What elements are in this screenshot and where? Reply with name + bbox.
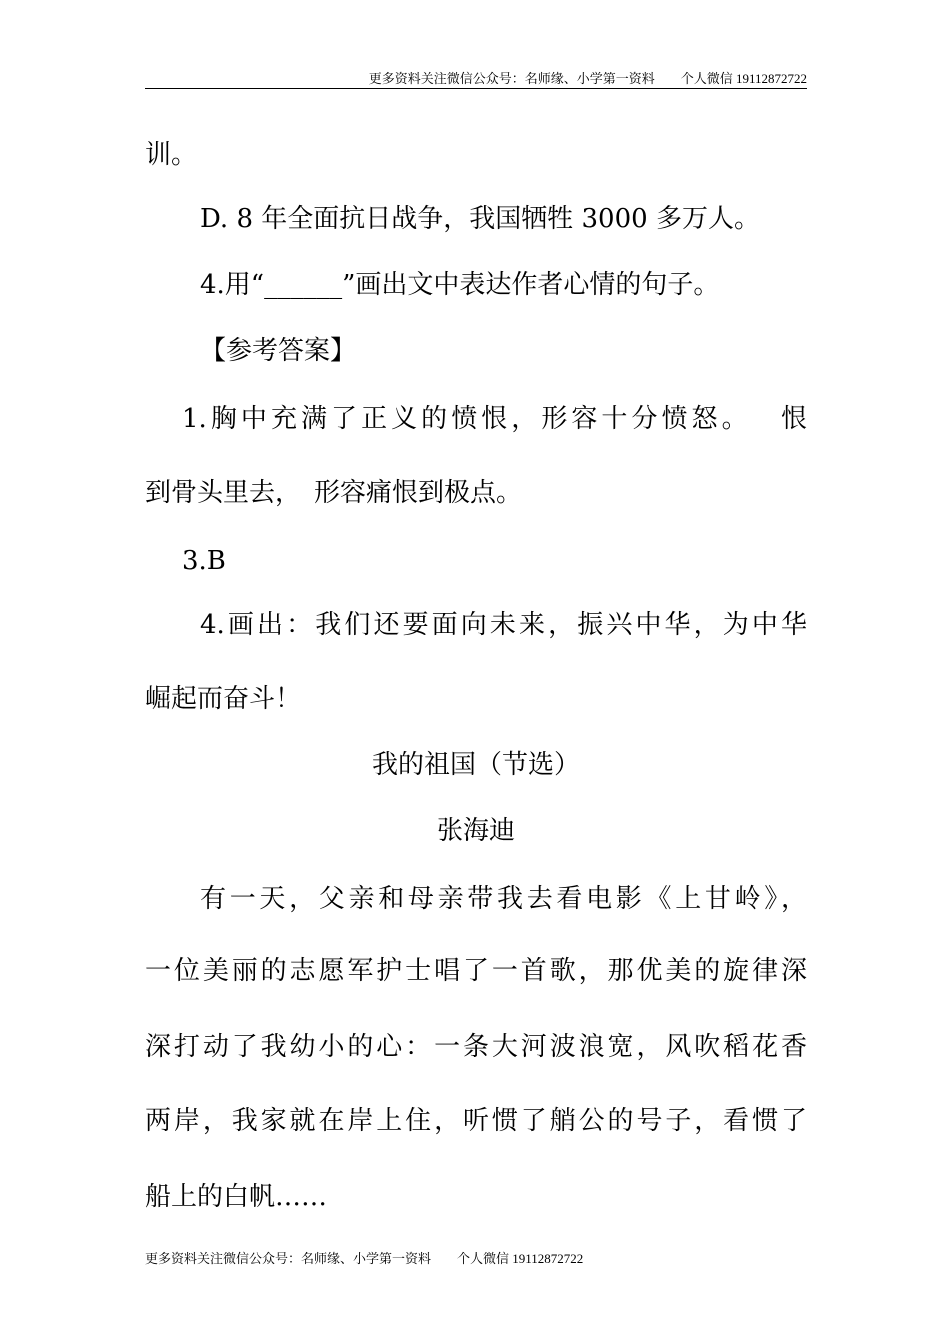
question-4: 4.用“______”画出文中表达作者心情的句子。 (200, 270, 720, 300)
page-footer: 更多资料关注微信公众号：名师缘、小学第一资料 个人微信 19112872722 (145, 1251, 584, 1266)
page-header: 更多资料关注微信公众号：名师缘、小学第一资料 个人微信 19112872722 (368, 71, 807, 86)
essay-title: 我的祖国（节选） (371, 750, 580, 780)
answer-1: 1.胸中充满了正义的愤恨，形容十分愤怒。 恨 (182, 404, 807, 434)
text-line-1: 训。 (145, 140, 198, 170)
answer-1-continued: 到骨头里去， 形容痛恨到极点。 (145, 478, 523, 508)
essay-paragraph-line-5: 船上的白帆…… (145, 1182, 328, 1212)
answer-heading: 【参考答案】 (200, 336, 357, 366)
answer-4-continued: 崛起而奋斗！ (145, 684, 302, 714)
essay-paragraph-line-3: 深打动了我幼小的心：一条大河波浪宽，风吹稻花香 (145, 1032, 807, 1062)
header-divider (145, 88, 807, 89)
essay-paragraph-line-1: 有一天，父亲和母亲带我去看电影《上甘岭》， (200, 884, 807, 914)
answer-3: 3.B (182, 546, 226, 576)
essay-paragraph-line-4: 两岸，我家就在岸上住，听惯了艄公的号子，看惯了 (145, 1106, 807, 1136)
option-d: D. 8 年全面抗日战争，我国牺牲 3000 多万人。 (200, 204, 760, 234)
answer-4: 4.画出：我们还要面向未来，振兴中华，为中华 (200, 610, 807, 640)
essay-paragraph-line-2: 一位美丽的志愿军护士唱了一首歌，那优美的旋律深 (145, 956, 807, 986)
essay-author: 张海迪 (436, 816, 515, 846)
